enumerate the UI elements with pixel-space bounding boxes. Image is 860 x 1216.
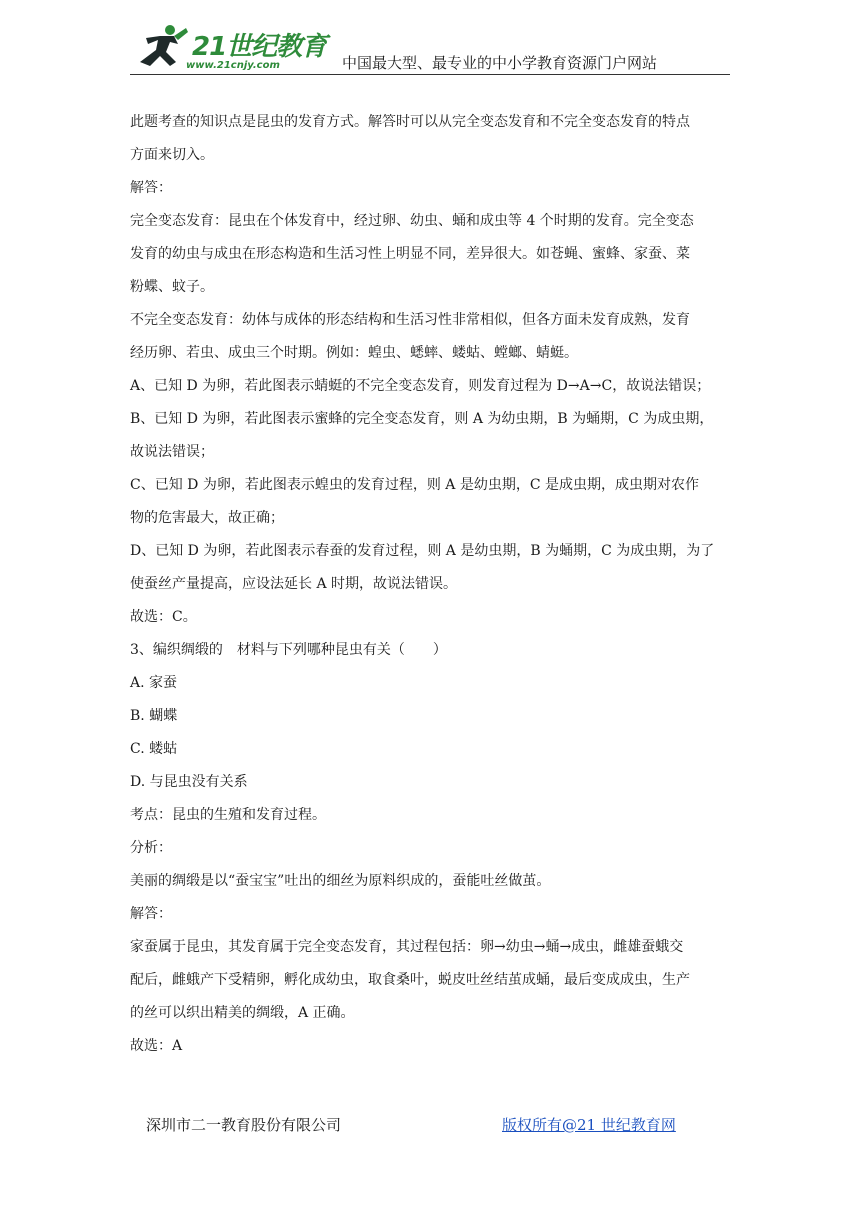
text-line: 的丝可以织出精美的绸缎，A 正确。 bbox=[130, 1005, 355, 1021]
running-man-icon bbox=[130, 22, 190, 72]
text-line: A、已知 D 为卵，若此图表示蜻蜓的不完全变态发育，则发育过程为 D→A→C，故说法错误； bbox=[130, 378, 711, 394]
text-line: D、已知 D 为卵，若此图表示春蚕的发育过程，则 A 是幼虫期，B 为蛹期，C 为成虫期，为了 bbox=[130, 543, 715, 559]
option-c: C. 蝼蛄 bbox=[130, 741, 178, 757]
option-b: B. 蝴蝶 bbox=[130, 708, 178, 724]
text-line: 家蚕属于昆虫，其发育属于完全变态发育，其过程包括：卵→幼虫→蛹→成虫，雌雄蚕蛾交 bbox=[130, 939, 684, 955]
text-line: 美丽的绸缎是以“蚕宝宝”吐出的细丝为原料织成的，蚕能吐丝做茧。 bbox=[130, 873, 551, 889]
site-slogan: 中国最大型、最专业的中小学教育资源门户网站 bbox=[342, 54, 658, 72]
text-line: 使蚕丝产量提高，应设法延长 A 时期，故说法错误。 bbox=[130, 576, 458, 592]
text-line: 经历卵、若虫、成虫三个时期。例如：蝗虫、蟋蟀、蝼蛄、螳螂、蜻蜓。 bbox=[130, 345, 578, 361]
page-header bbox=[130, 22, 730, 78]
footer-copyright-link[interactable]: 版权所有@21 世纪教育网 bbox=[502, 1116, 676, 1134]
text-line: 故选：A bbox=[130, 1038, 183, 1054]
option-d: D. 与昆虫没有关系 bbox=[130, 774, 248, 790]
text-line: 故说法错误； bbox=[130, 444, 214, 460]
text-line: 粉蝶、蚊子。 bbox=[130, 279, 214, 295]
text-line: 配后，雌蛾产下受精卵，孵化成幼虫，取食桑叶，蜕皮吐丝结茧成蛹，最后变成成虫，生产 bbox=[130, 972, 690, 988]
text-line: 完全变态发育：昆虫在个体发育中，经过卵、幼虫、蛹和成虫等 4 个时期的发育。完全变态 bbox=[130, 213, 694, 229]
text-line: 分析： bbox=[130, 840, 172, 856]
text-line: 方面来切入。 bbox=[130, 147, 214, 163]
text-line: 故选：C。 bbox=[130, 609, 197, 625]
text-line: 发育的幼虫与成虫在形态构造和生活习性上明显不同，差异很大。如苍蝇、蜜蜂、家蚕、菜 bbox=[130, 246, 690, 262]
text-line: 解答： bbox=[130, 906, 172, 922]
header-divider bbox=[130, 74, 730, 75]
text-line: C、已知 D 为卵，若此图表示蝗虫的发育过程，则 A 是幼虫期，C 是成虫期，成虫期对农作 bbox=[130, 477, 700, 493]
logo-url[interactable]: www.21cnjy.com bbox=[186, 60, 280, 71]
text-line: 不完全变态发育：幼体与成体的形态结构和生活习性非常相似，但各方面未发育成熟，发育 bbox=[130, 312, 690, 328]
site-logo[interactable] bbox=[130, 22, 330, 74]
question-stem: 3、编织绸缎的 材料与下列哪种昆虫有关（ ） bbox=[130, 642, 447, 658]
text-line: B、已知 D 为卵，若此图表示蜜蜂的完全变态发育，则 A 为幼虫期，B 为蛹期，C 为成虫期， bbox=[130, 411, 714, 427]
text-line: 物的危害最大，故正确； bbox=[130, 510, 284, 526]
text-line: 此题考查的知识点是昆虫的发育方式。解答时可以从完全变态发育和不完全变态发育的特点 bbox=[130, 114, 690, 130]
footer-company: 深圳市二一教育股份有限公司 bbox=[146, 1116, 342, 1134]
option-a: A. 家蚕 bbox=[130, 675, 178, 691]
text-line: 考点：昆虫的生殖和发育过程。 bbox=[130, 807, 326, 823]
logo-text: 21世纪教育 bbox=[192, 32, 327, 62]
text-line: 解答： bbox=[130, 180, 172, 196]
document-body bbox=[130, 106, 730, 1063]
